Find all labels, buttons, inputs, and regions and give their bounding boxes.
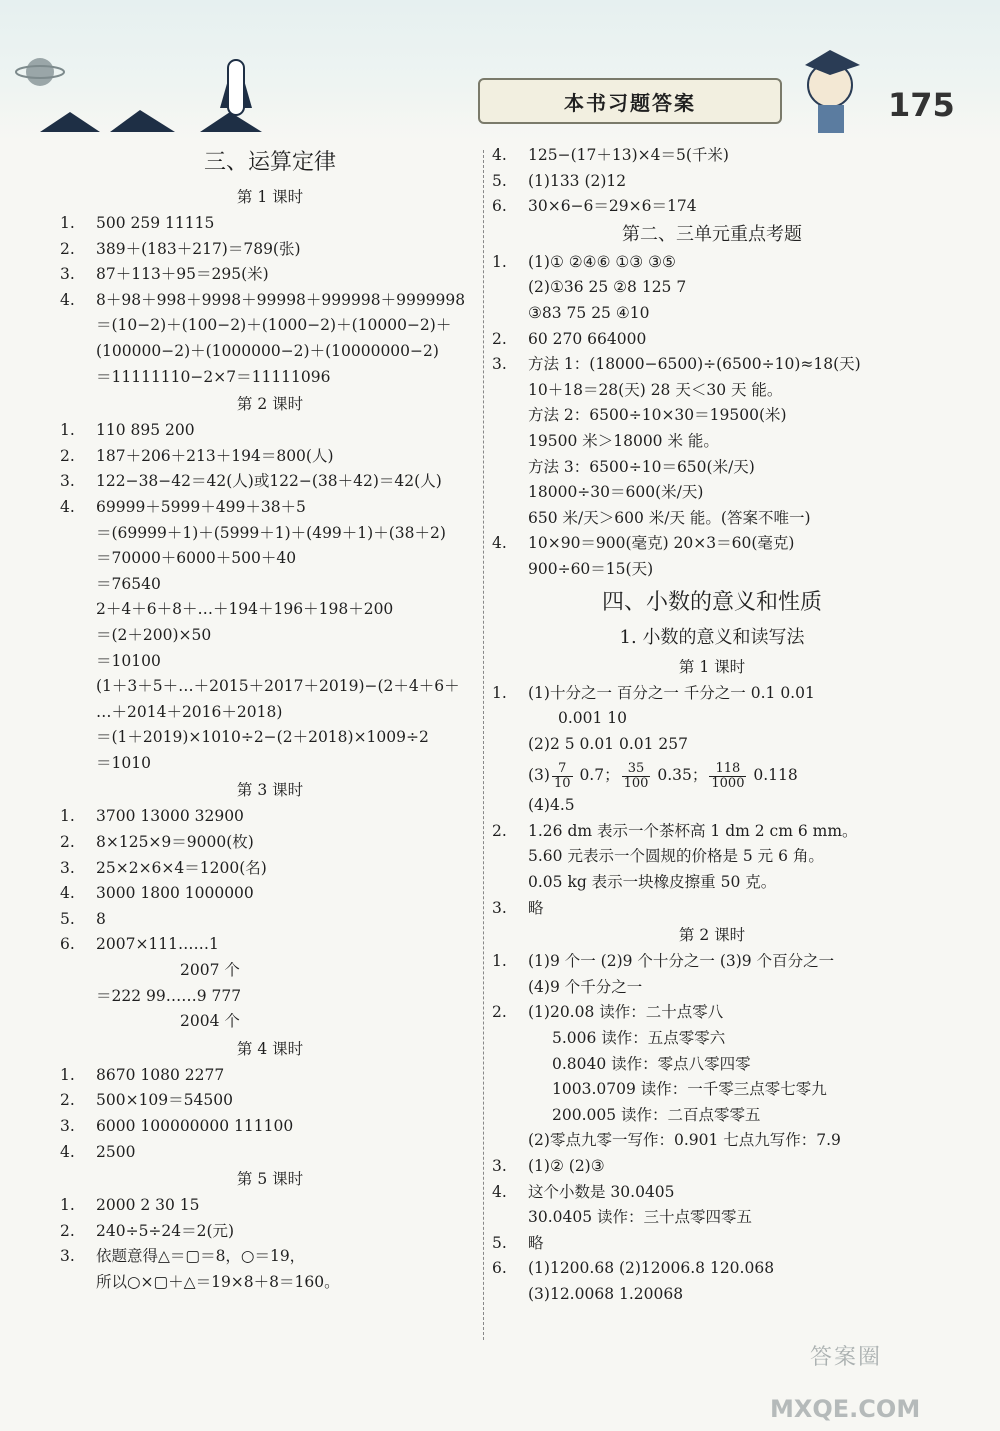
answer-line: 6. (1)1200.68 (2)12006.8 120.068 — [492, 1259, 775, 1278]
answer-line: ＝(1＋2019)×1010÷2−(2＋2018)×1009÷2 — [96, 728, 429, 747]
answer-line: 30.0405 读作：三十点零四零五 — [528, 1208, 753, 1227]
answer-line: 6. 30×6−6＝29×6＝174 — [492, 197, 697, 216]
answer-line: 10＋18＝28(天) 28 天＜30 天 能。 — [528, 380, 783, 399]
right-column — [492, 143, 932, 1308]
answer-line: 2. 8×125×9＝9000(枚) — [60, 833, 254, 852]
answer-line: 3. 略 — [492, 898, 544, 917]
answer-line: 2. 60 270 664000 — [492, 329, 647, 348]
answer-line: 4. 69999＋5999＋499＋38＋5 — [60, 497, 306, 516]
answer-line: 200.005 读作：二百点零零五 — [552, 1105, 761, 1124]
answer-line: 1. 500 259 11115 — [60, 214, 215, 232]
lesson-title: 第 3 课时 — [236, 781, 304, 800]
answer-line: ＝(10−2)＋(100−2)＋(1000−2)＋(10000−2)＋ — [96, 316, 452, 335]
answer-line: 4. 3000 1800 1000000 — [60, 884, 254, 903]
subsection-heading: 第二、三单元重点考题 — [622, 223, 802, 245]
fraction-line: (3) $\frac{7}{10}$ 0.7； $\frac{35}{100}$ 0.35； $\frac{118}{1000}$ 0.118 — [528, 760, 798, 791]
answer-line: ＝76540 — [96, 574, 161, 593]
answer-line: 18000÷30＝600(米/天) — [528, 483, 704, 502]
section-heading: 三、运算定律 — [203, 150, 336, 175]
answer-line: 2＋4＋6＋8＋…＋194＋196＋198＋200 — [96, 600, 394, 619]
answer-line: 1. (1)① ②④⑥ ①③ ③⑤ — [492, 252, 676, 271]
fraction: $\frac{35}{100}$ — [623, 760, 649, 791]
answer-line: ③83 75 25 ④10 — [528, 303, 650, 322]
answer-line: 1. 2000 2 30 15 — [60, 1196, 200, 1215]
answer-line: ＝(69999＋1)＋(5999＋1)＋(499＋1)＋(38＋2) — [96, 523, 446, 542]
answer-line: (3)12.0068 1.20068 — [528, 1284, 684, 1303]
left-column — [60, 143, 480, 1296]
answer-line: 1. (1)9 个一 (2)9 个十分之一 (3)9 个百分之一 — [492, 952, 835, 971]
fraction: $\frac{7}{10}$ — [553, 760, 571, 791]
answer-line: ＝11111110−2×7＝11111096 — [96, 367, 331, 386]
answer-line: 2. 389＋(183＋217)＝789(张) — [60, 239, 301, 258]
answer-line: 0.001 10 — [558, 709, 628, 728]
subsection-heading: 1. 小数的意义和读写法 — [619, 626, 805, 648]
answer-line: 5. (1)133 (2)12 — [492, 171, 627, 190]
answer-line: 3. (1)② (2)③ — [492, 1157, 605, 1175]
answer-line: (4)9 个千分之一 — [528, 977, 643, 996]
answer-line: 3. 25×2×6×4＝1200(名) — [60, 858, 267, 877]
page-header — [0, 0, 1000, 140]
section-heading: 四、小数的意义和性质 — [601, 589, 822, 615]
answer-line: 3. 方法 1：(18000−6500)÷(6500÷10)≈18(天) — [492, 355, 861, 374]
answer-line: (2)2 5 0.01 0.01 257 — [528, 734, 688, 753]
answer-line: 4. 8＋98＋998＋9998＋99998＋999998＋9999998 — [60, 290, 466, 309]
answer-line: ＝1010 — [96, 753, 151, 772]
answer-line: 方法 2：6500÷10×30＝19500(米) — [528, 406, 787, 425]
answer-line: 6. 2007×111……1 — [60, 935, 219, 954]
watermark-logo: 答案圈 — [810, 1345, 883, 1370]
answer-line: …＋2014＋2016＋2018) — [96, 702, 283, 721]
column-divider — [483, 150, 484, 1340]
answer-line: 2. 187＋206＋213＋194＝800(人) — [60, 446, 334, 465]
answer-line: 2. (1)20.08 读作：二十点零八 — [492, 1003, 724, 1022]
lesson-title: 第 2 课时 — [236, 395, 304, 414]
answer-line: 4. 这个小数是 30.0405 — [492, 1182, 675, 1201]
answer-line: 19500 米＞18000 米 能。 — [528, 431, 719, 450]
lesson-title: 第 4 课时 — [236, 1039, 304, 1058]
answer-line: 900÷60＝15(天) — [528, 559, 654, 578]
answer-line: 1. 3700 13000 32900 — [60, 807, 244, 826]
answer-line: (2)①36 25 ②8 125 7 — [528, 278, 687, 297]
answer-line: 0.05 kg 表示一块橡皮擦重 50 克。 — [528, 873, 777, 892]
answer-line: 1. 8670 1080 2277 — [60, 1065, 225, 1084]
lesson-title: 第 2 课时 — [678, 926, 746, 945]
answer-line: 所以○×▢＋△＝19×8＋8＝160。 — [96, 1272, 340, 1291]
brace-label: 2004 个 — [180, 1012, 240, 1031]
lesson-title: 第 1 课时 — [236, 188, 304, 206]
answer-line: 650 米/天＞600 米/天 能。(答案不唯一) — [528, 508, 811, 527]
lesson-title: 第 1 课时 — [678, 657, 746, 676]
answer-line: 5. 略 — [492, 1233, 544, 1252]
answer-line: ＝10100 — [96, 651, 161, 670]
answer-line: 2. 1.26 dm 表示一个茶杯高 1 dm 2 cm 6 mm。 — [492, 821, 858, 840]
answer-line: ＝(2＋200)×50 — [96, 625, 212, 644]
answer-line: 2. 240÷5÷24＝2(元) — [60, 1221, 235, 1240]
answer-line: 3. 依题意得△＝▢＝8，○＝19， — [60, 1247, 306, 1266]
answer-line: 5. 8 — [60, 909, 106, 928]
watermark-url: MXQE.COM — [770, 1395, 921, 1423]
answer-line: ＝222 99……9 777 — [96, 986, 242, 1005]
brace-label: 2007 个 — [180, 961, 240, 980]
student-illustration — [790, 40, 880, 140]
answer-line: 方法 3：6500÷10＝650(米/天) — [528, 457, 755, 476]
answer-line: 3. 122−38−42＝42(人)或122−(38＋42)＝42(人) — [60, 472, 442, 491]
page-number: 175 — [888, 86, 955, 124]
answer-line: 3. 6000 100000000 111100 — [60, 1117, 294, 1135]
answer-line: 4. 125−(17＋13)×4＝5(千米) — [492, 146, 729, 164]
answer-line: 5.60 元表示一个圆规的价格是 5 元 6 角。 — [528, 847, 824, 866]
answer-line: 4. 10×90＝900(毫克) 20×3＝60(毫克) — [492, 534, 795, 553]
answer-line: 4. 2500 — [60, 1142, 136, 1161]
answer-line: (1＋3＋5＋…＋2015＋2017＋2019)−(2＋4＋6＋ — [96, 677, 460, 696]
fraction: $\frac{118}{1000}$ — [711, 760, 745, 791]
answer-line: 5.006 读作：五点零零六 — [552, 1029, 726, 1048]
answer-line: (100000−2)＋(1000000−2)＋(10000000−2) — [96, 341, 439, 360]
answer-line: (2)零点九零一写作：0.901 七点九写作：7.9 — [528, 1131, 841, 1150]
lesson-title: 第 5 课时 — [236, 1170, 304, 1189]
answer-line: 3. 87＋113＋95＝295(米) — [60, 265, 269, 284]
answer-line: 2. 500×109＝54500 — [60, 1091, 233, 1110]
answer-line: 1003.0709 读作：一千零三点零七零九 — [552, 1080, 827, 1099]
answer-line: (4)4.5 — [528, 796, 575, 815]
mountain-decoration — [0, 0, 460, 140]
section-banner: 本书习题答案 — [478, 78, 782, 124]
answer-line: 1. 110 895 200 — [60, 421, 195, 440]
answer-line: 0.8040 读作：零点八零四零 — [552, 1054, 751, 1073]
answer-line: 1. (1)十分之一 百分之一 千分之一 0.1 0.01 — [492, 683, 815, 702]
answer-line: ＝70000＋6000＋500＋40 — [96, 549, 297, 568]
